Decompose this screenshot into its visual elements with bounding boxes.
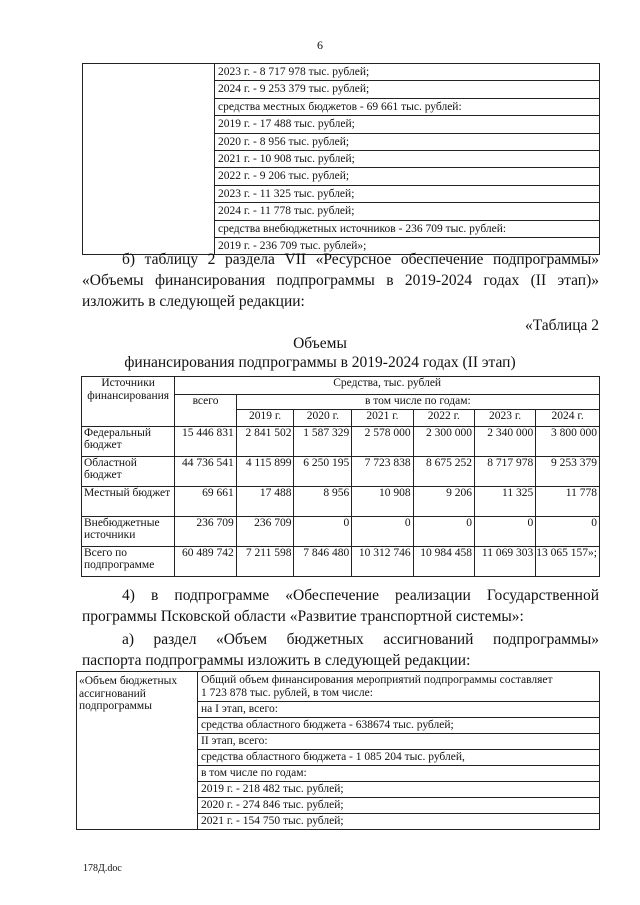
continuation-right-cell	[215, 64, 600, 255]
table-row	[82, 427, 600, 457]
table-title: Объемы	[293, 335, 347, 352]
continuation-line: 2020 г. - 8 956 тыс. рублей;	[215, 134, 599, 151]
header-year: 2019 г.	[236, 410, 294, 427]
row-value: 2 578 000	[352, 427, 413, 457]
continuation-line: 2024 г. - 9 253 379 тыс. рублей;	[215, 81, 599, 98]
table-row	[82, 487, 600, 517]
passport-right-cell	[198, 672, 600, 830]
passport-line: II этап, всего:	[198, 734, 599, 750]
row-value: 0	[474, 517, 535, 547]
header-year: 2021 г.	[352, 410, 413, 427]
row-value: 11 325	[474, 487, 535, 517]
row-value: 10 908	[352, 487, 413, 517]
row-value: 9 206	[413, 487, 474, 517]
row-value: 2 300 000	[413, 427, 474, 457]
row-value: 7 723 838	[352, 457, 413, 487]
row-value: 11 778	[536, 487, 600, 517]
continuation-line: 2023 г. - 8 717 978 тыс. рублей;	[215, 64, 599, 81]
continuation-left-cell	[83, 64, 215, 255]
row-value: 1 587 329	[294, 427, 352, 457]
row-label: Всего по подпрограмме	[82, 547, 175, 577]
row-total: 60 489 742	[175, 547, 236, 577]
row-label: Внебюджетные источники	[82, 517, 175, 547]
row-value: 0	[413, 517, 474, 547]
row-value: 11 069 303	[474, 547, 535, 577]
paragraph-4-line2: программы Псковской области «Развитие транспортной системы»:	[82, 608, 524, 625]
row-total: 44 736 541	[175, 457, 236, 487]
header-by-years: в том числе по годам:	[236, 395, 599, 410]
row-value: 236 709	[236, 517, 294, 547]
header-year: 2023 г.	[474, 410, 535, 427]
paragraph-b-line2: «Объемы финансирования подпрограммы в 2019-2024 годах (II этап)»	[82, 272, 599, 289]
row-value: 10 984 458	[413, 547, 474, 577]
passport-table	[76, 671, 600, 830]
footer-filename: 178Д.doc	[83, 863, 122, 874]
continuation-line: 2019 г. - 236 709 тыс. рублей»;	[218, 239, 367, 252]
row-value: 0	[294, 517, 352, 547]
continuation-line: средства местных бюджетов - 69 661 тыс. рублей:	[215, 99, 599, 116]
row-label: Местный бюджет	[82, 487, 175, 517]
paragraph-a-line1: а) раздел «Объем бюджетных ассигнований подпрограммы»	[122, 631, 599, 648]
passport-line: средства областного бюджета - 1 085 204 тыс. рублей,	[198, 750, 599, 766]
row-value: 3 800 000	[536, 427, 600, 457]
header-year: 2022 г.	[413, 410, 474, 427]
row-label: Областной бюджет	[82, 457, 175, 487]
header-sources: Источники финансирования	[82, 377, 175, 427]
paragraph-a-line2: паспорта подпрограммы изложить в следующей редакции:	[82, 652, 471, 669]
continuation-line: средства внебюджетных источников - 236 709 тыс. рублей:	[215, 221, 599, 238]
table-subtitle: финансирования подпрограммы в 2019-2024 годах (II этап)	[124, 354, 516, 371]
table-row	[82, 457, 600, 487]
row-value: 0	[352, 517, 413, 547]
continuation-line: 2024 г. - 11 778 тыс. рублей;	[215, 203, 599, 220]
passport-line: средства областного бюджета - 638674 тыс. рублей;	[198, 718, 599, 734]
row-value: 17 488	[236, 487, 294, 517]
continuation-table	[82, 63, 600, 255]
row-total: 15 446 831	[175, 427, 236, 457]
continuation-line: 2022 г. - 9 206 тыс. рублей;	[215, 168, 599, 185]
paragraph-4-line1: 4) в подпрограмме «Обеспечение реализации Государственной	[122, 587, 599, 604]
row-value: 6 250 195	[294, 457, 352, 487]
header-year: 2024 г.	[536, 410, 600, 427]
continuation-line: 2019 г. - 17 488 тыс. рублей;	[215, 116, 599, 133]
passport-line: на I этап, всего:	[198, 702, 599, 718]
row-value: 7 846 480	[294, 547, 352, 577]
continuation-line: 2021 г. - 10 908 тыс. рублей;	[215, 151, 599, 168]
header-year: 2020 г.	[294, 410, 352, 427]
passport-intro-line2: 1 723 878 тыс. рублей, в том числе:	[201, 687, 373, 699]
row-value: 9 253 379	[536, 457, 600, 487]
paragraph-b-line3: изложить в следующей редакции:	[82, 293, 305, 310]
row-value: 8 956	[294, 487, 352, 517]
table-row	[82, 547, 600, 577]
table-row	[82, 517, 600, 547]
row-total: 236 709	[175, 517, 236, 547]
row-value: 7 211 598	[236, 547, 294, 577]
row-value: 8 717 978	[474, 457, 535, 487]
passport-line: 2021 г. - 154 750 тыс. рублей;	[201, 815, 344, 827]
row-value: 4 115 899	[236, 457, 294, 487]
row-value: 2 340 000	[474, 427, 535, 457]
paragraph-b-line1: б) таблицу 2 раздела VII «Ресурсное обеспечение подпрограммы»	[122, 251, 599, 268]
passport-intro-line1: Общий объем финансирования мероприятий подпрограммы составляет	[201, 674, 553, 686]
funding-table	[81, 376, 600, 577]
header-total: всего	[175, 395, 236, 427]
row-value: 13 065 157»;	[536, 547, 600, 577]
passport-line: 2020 г. - 274 846 тыс. рублей;	[198, 798, 599, 814]
passport-line: 2019 г. - 218 482 тыс. рублей;	[198, 782, 599, 798]
row-value: 0	[536, 517, 600, 547]
page-number: 6	[317, 38, 323, 52]
row-value: 10 312 746	[352, 547, 413, 577]
continuation-line: 2023 г. - 11 325 тыс. рублей;	[215, 186, 599, 203]
row-total: 69 661	[175, 487, 236, 517]
passport-left-label: «Объем бюджетных ассигнований подпрограммы	[77, 672, 198, 830]
header-funds: Средства, тыс. рублей	[175, 377, 600, 395]
table-label: «Таблица 2	[524, 317, 599, 334]
row-value: 2 841 502	[236, 427, 294, 457]
row-label: Федеральный бюджет	[82, 427, 175, 457]
row-value: 8 675 252	[413, 457, 474, 487]
passport-line: в том числе по годам:	[198, 766, 599, 782]
passport-intro	[198, 672, 599, 702]
